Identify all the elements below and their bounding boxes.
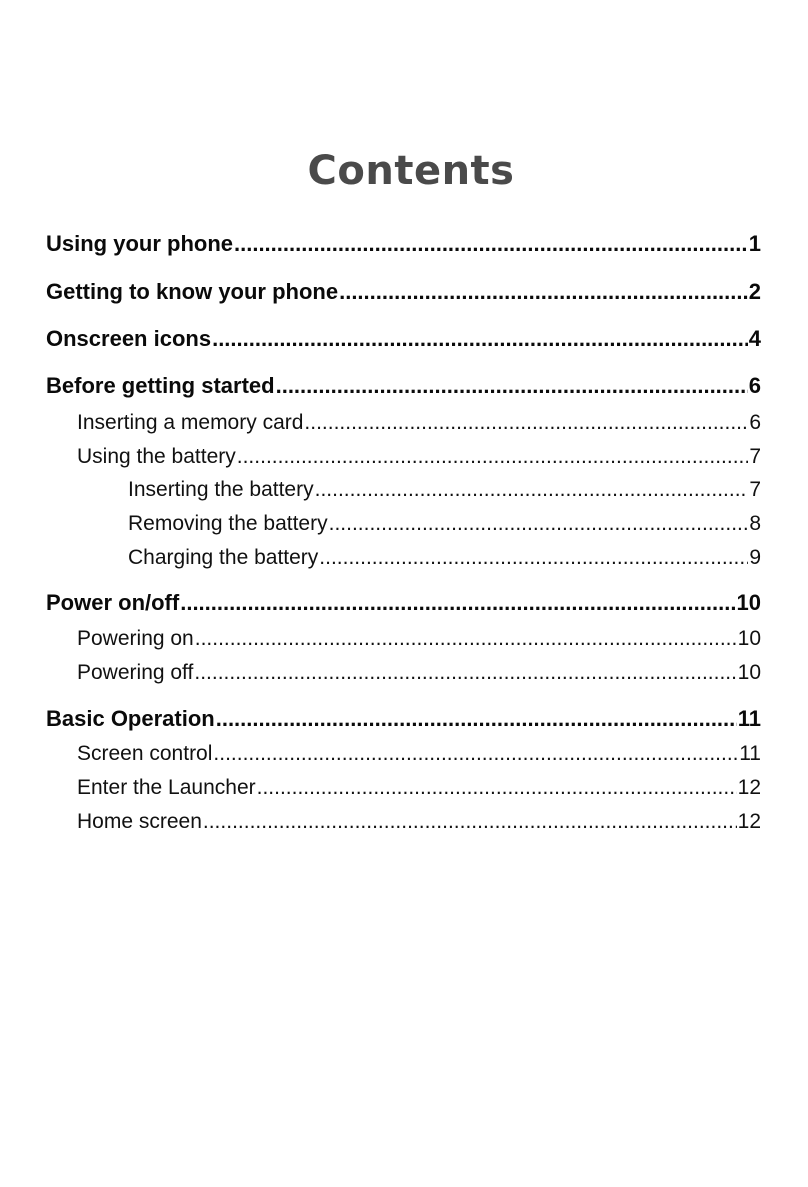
toc-entry-powering-on[interactable]	[77, 628, 761, 649]
toc-entry-page: 12	[737, 810, 761, 833]
toc-entry-page: 1	[748, 231, 761, 256]
dot-leader	[319, 547, 748, 568]
dot-leader	[212, 328, 748, 350]
dot-leader	[237, 446, 749, 467]
toc-entry-page: 7	[749, 445, 761, 468]
dot-leader	[180, 592, 735, 614]
dot-leader	[194, 662, 736, 683]
toc-entry-label: Inserting the battery	[128, 478, 314, 501]
dot-leader	[304, 412, 748, 433]
toc-entry-page: 12	[737, 776, 761, 799]
toc-entry-page: 10	[737, 627, 761, 650]
toc-entry-label: Home screen	[77, 810, 202, 833]
toc-entry-label: Before getting started	[46, 373, 275, 398]
toc-entry-powering-off[interactable]	[77, 662, 761, 683]
dot-leader	[195, 628, 737, 649]
toc-entry-label: Using the battery	[77, 445, 236, 468]
toc-entry-label: Using your phone	[46, 231, 233, 256]
dot-leader	[203, 811, 737, 832]
toc-entry-label: Onscreen icons	[46, 326, 212, 351]
toc-entry-page: 11	[737, 706, 761, 731]
toc-entry-label: Powering off	[77, 661, 194, 684]
toc-entry-onscreen-icons[interactable]	[46, 328, 761, 350]
toc-entry-page: 8	[749, 512, 761, 535]
dot-leader	[216, 708, 737, 730]
toc-entry-using-the-battery[interactable]	[77, 446, 761, 467]
toc-entry-label: Screen control	[77, 742, 213, 765]
page-title: Contents	[307, 147, 515, 194]
dot-leader	[234, 233, 748, 255]
toc-entry-page: 9	[749, 546, 761, 569]
dot-leader	[276, 375, 748, 397]
toc-entry-page: 7	[749, 478, 761, 501]
toc-entry-before-getting-started[interactable]	[46, 375, 761, 397]
toc-entry-charging-the-battery[interactable]	[128, 547, 761, 568]
toc-entry-inserting-the-battery[interactable]	[128, 479, 761, 500]
toc-entry-screen-control[interactable]	[77, 743, 761, 764]
toc-entry-label: Enter the Launcher	[77, 776, 256, 799]
toc-entry-getting-to-know-your-phone[interactable]	[46, 281, 761, 303]
toc-entry-removing-the-battery[interactable]	[128, 513, 761, 534]
toc-entry-page: 10	[736, 590, 761, 615]
toc-entry-page: 10	[737, 661, 761, 684]
toc-entry-label: Power on/off	[46, 590, 180, 615]
dot-leader	[213, 743, 738, 764]
toc-entry-label: Getting to know your phone	[46, 279, 339, 304]
toc-entry-home-screen[interactable]	[77, 811, 761, 832]
toc-entry-label: Basic Operation	[46, 706, 215, 731]
toc-entry-page: 11	[739, 742, 761, 765]
toc-entry-using-your-phone[interactable]	[46, 233, 761, 255]
toc-entry-enter-the-launcher[interactable]	[77, 777, 761, 798]
dot-leader	[315, 479, 749, 500]
toc-entry-label: Removing the battery	[128, 512, 328, 535]
toc-entry-label: Inserting a memory card	[77, 411, 304, 434]
toc-entry-page: 6	[749, 411, 761, 434]
dot-leader	[329, 513, 749, 534]
toc-entry-label: Charging the battery	[128, 546, 319, 569]
toc-entry-page: 2	[748, 279, 761, 304]
dot-leader	[339, 281, 748, 303]
dot-leader	[257, 777, 737, 798]
toc-entry-power-on-off[interactable]	[46, 592, 761, 614]
toc-entry-inserting-a-memory-card[interactable]	[77, 412, 761, 433]
toc-entry-page: 6	[748, 373, 761, 398]
toc-entry-label: Powering on	[77, 627, 194, 650]
toc-entry-page: 4	[748, 326, 761, 351]
toc-entry-basic-operation[interactable]	[46, 708, 761, 730]
